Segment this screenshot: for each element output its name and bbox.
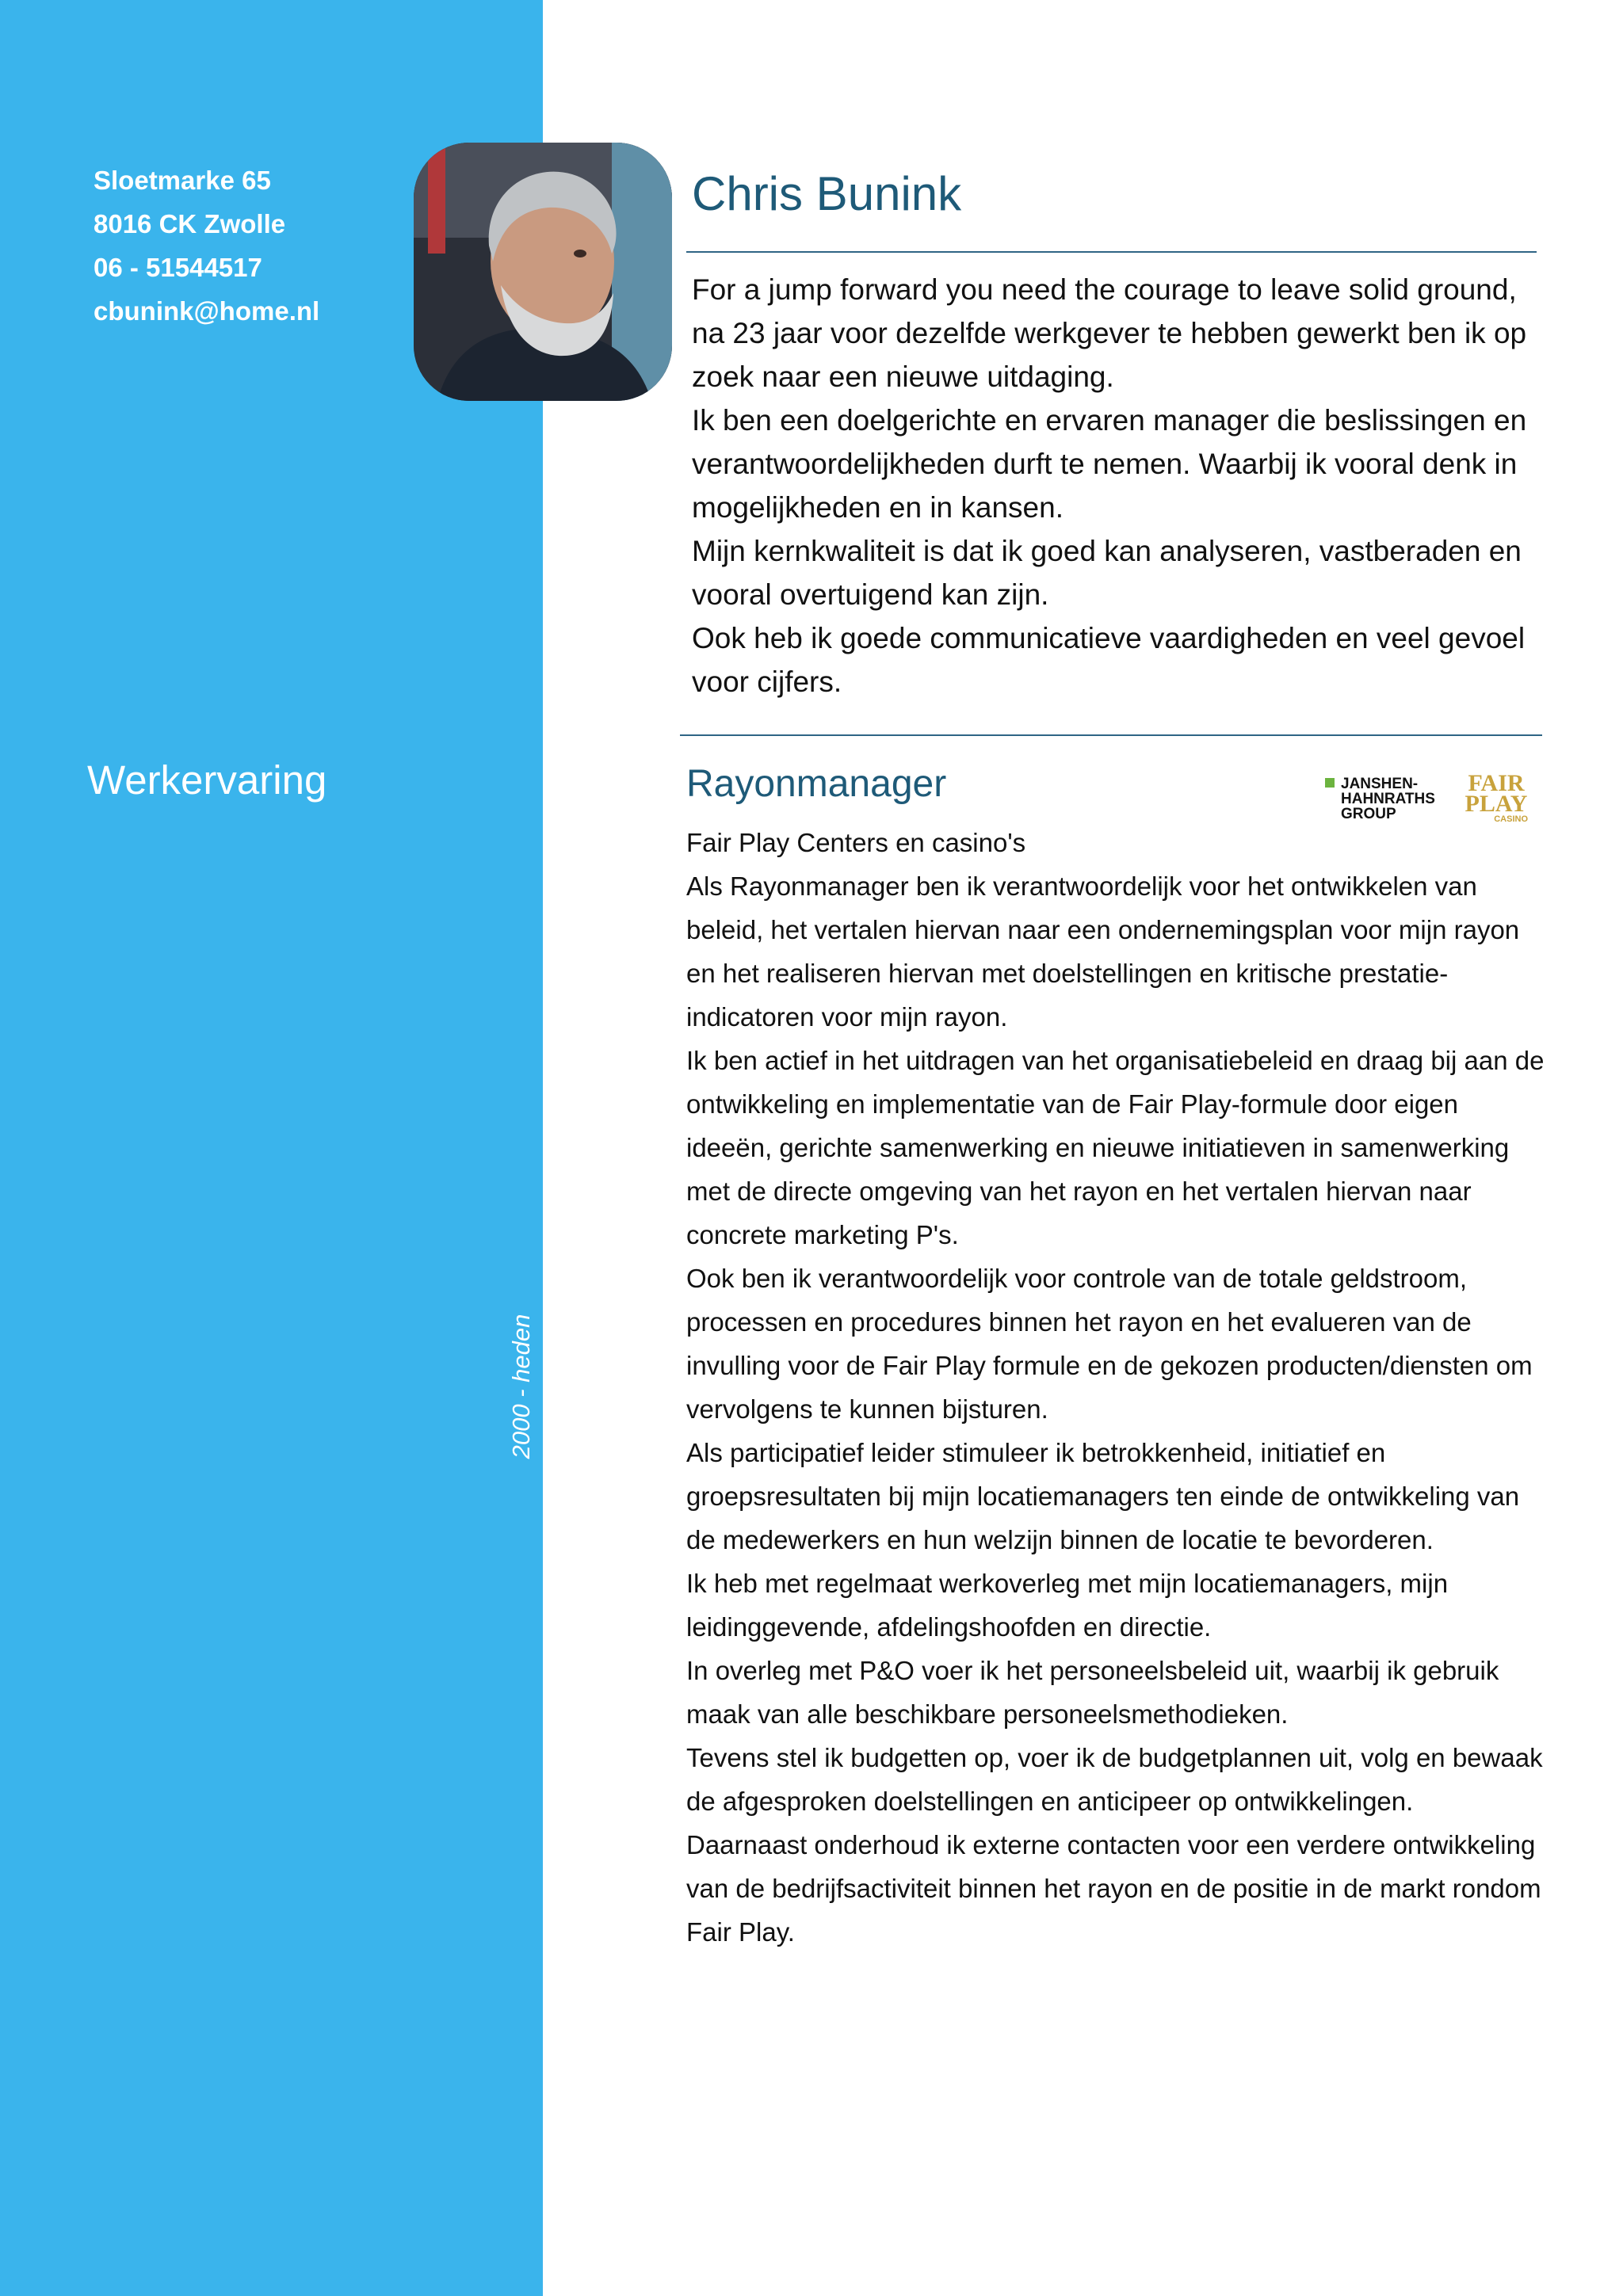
intro-paragraph: Ik ben een doelgerichte en ervaren manager die beslissingen en verantwoordelijkheden durft te nemen. Waarbij ik vooral denk in mogelijkheden en in kansen. (692, 404, 1527, 524)
section-heading-werkervaring: Werkervaring (87, 757, 327, 803)
profile-photo (414, 143, 672, 401)
company-name: Fair Play Centers en casino's (686, 828, 1026, 857)
janshen-hahnraths-logo: JANSHEN- HAHNRATHS GROUP (1325, 776, 1452, 824)
job-paragraph: In overleg met P&O voer ik het personeelsbeleid uit, waarbij ik gebruik maak van alle beschikbare personeelsmethodieken. (686, 1656, 1499, 1729)
fair-play-logo: FAIR PLAY CASINO (1465, 770, 1528, 824)
job-period: 2000 - heden (507, 1314, 535, 1459)
green-square-icon (1325, 778, 1335, 788)
contact-block (94, 158, 319, 333)
intro-paragraph: Ook heb ik goede communicatieve vaardigheden en veel gevoel voor cijfers. (692, 622, 1526, 698)
job-description (686, 864, 1550, 1954)
job-title: Rayonmanager (686, 763, 947, 805)
job-paragraph: Als participatief leider stimuleer ik betrokkenheid, initiatief en groepsresultaten bij mijn locatiemanagers ten einde de ontwikkeling van de medewerkers en hun welzijn binnen de locatie te bevorderen. (686, 1438, 1520, 1554)
divider-top (686, 251, 1537, 253)
job-paragraph: Ik ben actief in het uitdragen van het organisatiebeleid en draag bij aan de ontwikkeling en implementatie van de Fair Play-formule door eigen ideeën, gerichte samenwerking en nieuwe initiatieven in samenwerking met de directe omgeving van het rayon en het vertalen hiervan naar concrete marketing P's. (686, 1046, 1545, 1249)
intro-paragraph: Mijn kernkwaliteit is dat ik goed kan analyseren, vastberaden en vooral overtuigend kan zijn. (692, 535, 1522, 611)
job-paragraph: Als Rayonmanager ben ik verantwoordelijk voor het ontwikkelen van beleid, het vertalen hiervan naar een ondernemingsplan voor mijn rayon en het realiseren hiervan met doelstellingen en kritische prestatie-indicatoren voor mijn rayon. (686, 871, 1520, 1032)
divider-middle (680, 734, 1542, 736)
intro-text (692, 268, 1544, 704)
job-paragraph: Daarnaast onderhoud ik externe contacten voor een verdere ontwikkeling van de bedrijfsactiviteit binnen het rayon en de positie in de markt rondom Fair Play. (686, 1830, 1541, 1947)
job-paragraph: Ook ben ik verantwoordelijk voor controle van de totale geldstroom, processen en procedures binnen het rayon en het evalueren van de invulling voor de Fair Play formule en de gekozen producten/diensten om vervolgens te kunnen bijsturen. (686, 1264, 1533, 1424)
job-paragraph: Tevens stel ik budgetten op, voer ik de budgetplannen uit, volg en bewaak de afgesproken doelstellingen en anticipeer op ontwikkelingen. (686, 1743, 1543, 1816)
contact-city: 8016 CK Zwolle (94, 209, 286, 238)
contact-phone: 06 - 51544517 (94, 253, 262, 282)
candidate-name: Chris Bunink (692, 167, 962, 220)
contact-street: Sloetmarke 65 (94, 166, 271, 195)
job-paragraph: Ik heb met regelmaat werkoverleg met mijn locatiemanagers, mijn leidinggevende, afdelingshoofden en directie. (686, 1569, 1449, 1642)
contact-email: cbunink@home.nl (94, 296, 320, 326)
intro-paragraph: For a jump forward you need the courage to leave solid ground, na 23 jaar voor dezelfde werkgever te hebben gewerkt ben ik op zoek naar een nieuwe uitdaging. (692, 273, 1527, 393)
